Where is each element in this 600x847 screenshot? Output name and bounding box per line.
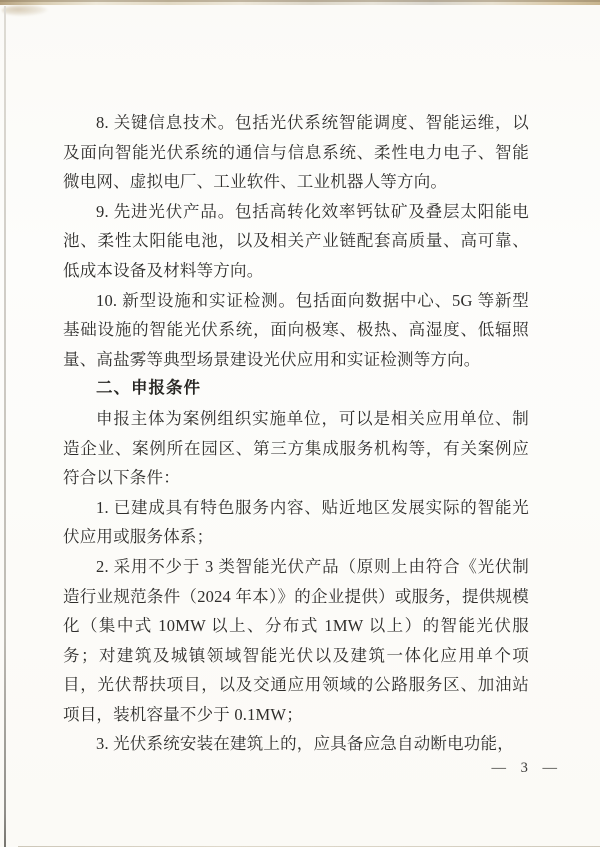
paragraph-item-8: 8. 关键信息技术。包括光伏系统智能调度、智能运维，以及面向智能光伏系统的通信与信息系统、柔性电力电子、智能微电网、虚拟电厂、工业软件、工业机器人等方向。 [63,113,529,192]
scan-corner-smudge [2,5,48,16]
paragraph-condition-3: 3. 光伏系统安装在建筑上的，应具备应急自动断电功能， [96,734,514,754]
paragraph-item-10: 10. 新型设施和实证检测。包括面向数据中心、5G 等新型基础设施的智能光伏系统，面向极寒、极热、高湿度、低辐照量、高盐雾等典型场景建设光伏应用和实证检测等方向。 [63,290,529,369]
paragraph-condition-2: 2. 采用不少于 3 类智能光伏产品（原则上由符合《光伏制造行业规范条件（2024 年本）》的企业提供）或服务，提供规模化（集中式 10MW 以上、分布式 1MW 以上）的智能光伏服务；对建筑及城镇领域智能光伏以及建筑一体化应用单个项目，光伏帮扶项目，以及交通应用领域的公路服务区、加油站项目，装机容量不少于 0.1MW； [63,556,529,724]
scan-top-edge-artifact [0,0,600,5]
paragraph-applicant-intro: 申报主体为案例组织实施单位，可以是相关应用单位、制造企业、案例所在园区、第三方集成服务机构等，有关案例应符合以下条件： [63,408,529,488]
document-body [63,108,529,759]
page-number: — 3 — [491,760,558,776]
section-heading-application-conditions: 二、申报条件 [96,379,201,398]
scan-left-edge-line [4,6,6,847]
paragraph-item-9: 9. 先进光伏产品。包括高转化效率钙钛矿及叠层太阳能电池、柔性太阳能电池，以及相关产业链配套高质量、高可靠、低成本设备及材料等方向。 [63,201,529,280]
paragraph-condition-1: 1. 已建成具有特色服务内容、贴近地区发展实际的智能光伏应用或服务体系； [63,497,529,547]
